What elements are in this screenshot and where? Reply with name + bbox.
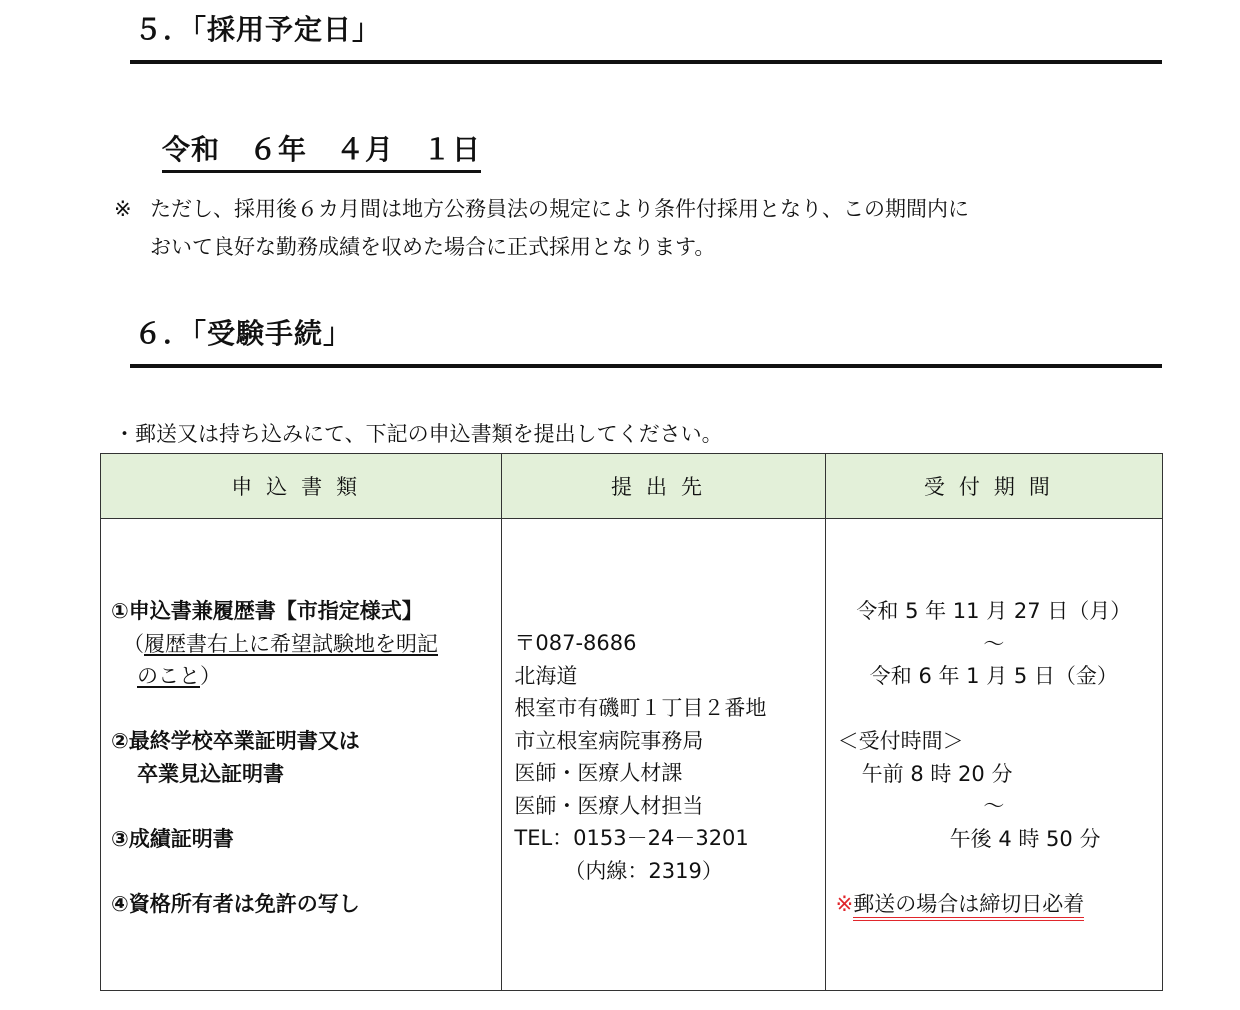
table-body-row	[101, 519, 1163, 991]
note-line-2: おいて良好な勤務成績を収めた場合に正式採用となります。	[150, 235, 716, 259]
header-submit-to: 提出先	[502, 454, 825, 519]
section-5-title: ５．「採用予定日」	[134, 13, 382, 46]
header-period: 受付期間	[825, 454, 1162, 519]
paren-open: （	[123, 631, 144, 656]
section-5-heading	[130, 12, 1162, 64]
documents-cell	[101, 519, 502, 991]
address-ext: （内線：2319）	[564, 858, 723, 883]
note-mark: ※	[114, 197, 132, 221]
period-tilde: ～	[983, 631, 1005, 656]
hours-am: 午前 8 時 20 分	[861, 761, 1013, 786]
period-cell	[825, 519, 1162, 991]
warn-text: 郵送の場合は締切日必着	[853, 892, 1084, 921]
section-6-heading	[130, 316, 1162, 368]
paren-close: ）	[200, 664, 221, 688]
address-pref: 北海道	[514, 663, 578, 688]
warn-mark: ※	[835, 891, 854, 916]
address-postal: 〒087-8686	[514, 631, 637, 655]
procedure-intro: ・郵送又は持ち込みにて、下記の申込書類を提出してください。	[114, 422, 723, 446]
doc-item-1: ①申込書兼履歴書【市指定様式】	[111, 599, 423, 623]
table-header-row	[101, 454, 1163, 519]
address-dept: 医師・医療人材課	[514, 761, 683, 785]
doc-item-1-note-text-2: のこと	[137, 664, 200, 688]
note-line-1: ただし、採用後６カ月間は地方公務員法の規定により条件付採用となり、この期間内に	[150, 197, 969, 221]
doc-item-4: ④資格所有者は免許の写し	[111, 891, 360, 916]
address-org: 市立根室病院事務局	[514, 728, 704, 753]
doc-item-2: ②最終学校卒業証明書又は	[111, 729, 360, 753]
doc-item-3: ③成績証明書	[111, 826, 234, 851]
application-table	[100, 453, 1163, 991]
address-staff: 医師・医療人材担当	[514, 793, 704, 818]
address-cell	[502, 519, 825, 991]
period-end: 令和 6 年 1 月 5 日（金）	[869, 664, 1118, 688]
address-tel: TEL：0153－24－3201	[514, 826, 749, 850]
mail-deadline-note	[826, 888, 1162, 921]
hours-tilde: ～	[983, 794, 1005, 818]
period-start: 令和 5 年 11 月 27 日（月）	[856, 599, 1132, 623]
doc-item-1-note-cont	[111, 660, 501, 693]
address-city: 根室市有磯町１丁目２番地	[514, 696, 767, 720]
doc-item-1-note-text: 履歴書右上に希望試験地を明記	[144, 631, 438, 656]
header-documents: 申込書類	[101, 454, 502, 519]
hours-pm: 午後 4 時 50 分	[949, 826, 1101, 851]
doc-item-2-cont: 卒業見込証明書	[137, 761, 284, 786]
doc-item-1-note	[111, 628, 501, 661]
hours-label: ＜受付時間＞	[837, 729, 964, 753]
hire-date: 令和 ６年 ４月 １日	[162, 130, 481, 173]
section-6-title: ６．「受験手続」	[134, 317, 353, 350]
